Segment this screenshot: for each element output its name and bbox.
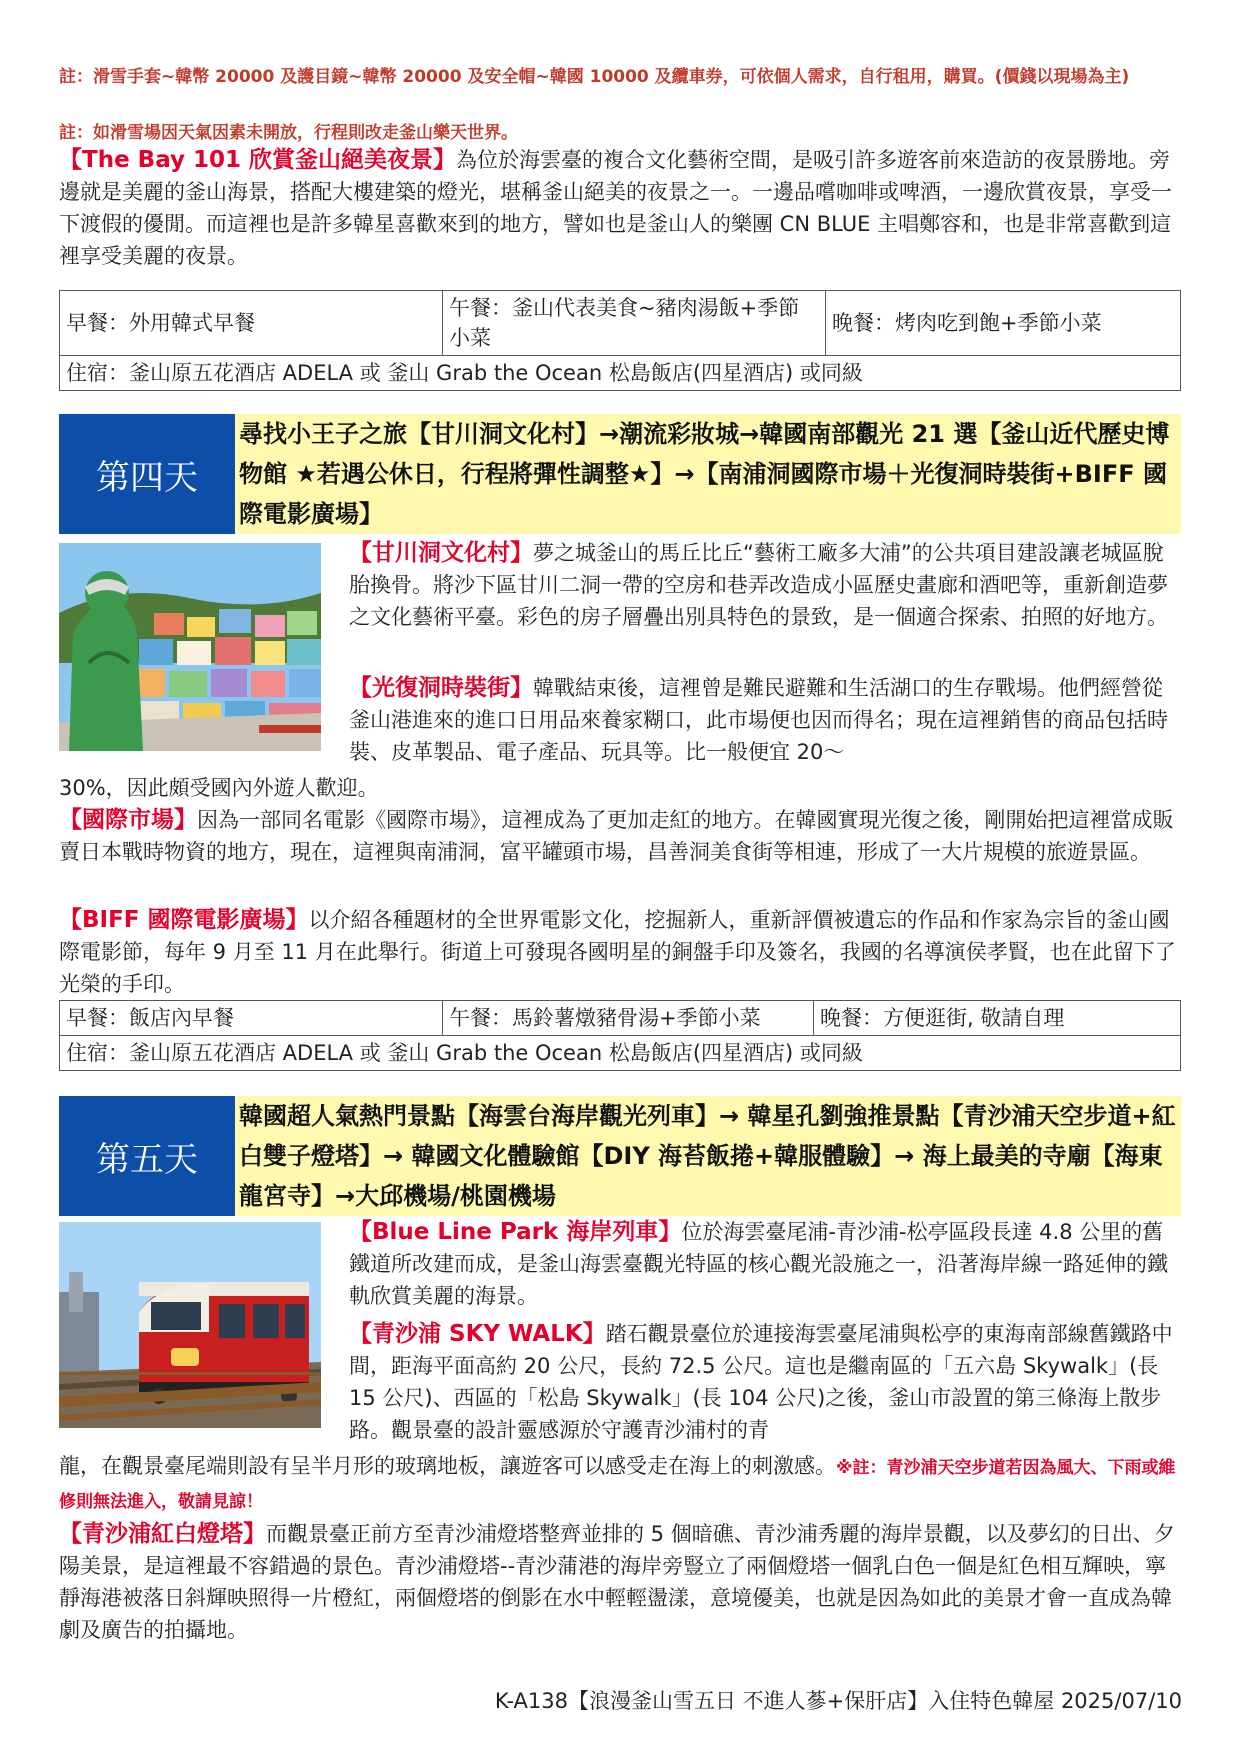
blueline-text: 位於海雲臺尾浦-青沙浦-松亭區段長達 4.8 公里的舊鐵道所改建而成，是釜山海雲臺觀光特區的核心觀光設施之一，沿著海岸線一路延伸的鐵軌欣賞美麗的海景。 [349, 1220, 1168, 1308]
day3-breakfast: 早餐：外用韓式早餐 [60, 291, 443, 356]
gamcheon-photo [59, 543, 321, 751]
biff-paragraph [59, 904, 1179, 1000]
blueline-title: 【Blue Line Park 海岸列車】 [349, 1219, 682, 1245]
train-photo [59, 1222, 321, 1428]
gwangbok-paragraph [349, 672, 1179, 768]
market-text: 因為一部同名電影《國際市場》，這裡成為了更加走紅的地方。在韓國實現光復之後，剛開始把這裡當成販賣日本戰時物資的地方，現在，這裡與南浦洞，富平罐頭市場，昌善洞美食街等相連，形成了一大片規模的旅遊景區。 [59, 808, 1174, 864]
lighthouse-text: 而觀景臺正前方至青沙浦燈塔整齊並排的 5 個暗礁、青沙浦秀麗的海岸景觀，以及夢幻的日出、夕陽美景，是這裡最不容錯過的景色。青沙浦燈塔--青沙蒲港的海岸旁豎立了兩個燈塔一個乳白色一個是紅色相互輝映，寧靜海港被落日斜輝映照得一片橙紅，兩個燈塔的倒影在水中輕輕盪漾，意境優美，也就是因為如此的美景才會一直成為韓劇及廣告的拍攝地。 [59, 1522, 1175, 1642]
lighthouse-title: 【青沙浦紅白燈塔】 [59, 1521, 266, 1547]
gwangbok-title: 【光復洞時裝街】 [349, 675, 533, 701]
rental-note: 註：滑雪手套~韓幣 20000 及護目鏡~韓幣 20000 及安全帽~韓國 10000 及纜車券，可依個人需求，自行租用，購買。(價錢以現場為主) [59, 67, 1130, 87]
day4-dinner: 晚餐：方便逛街, 敬請自理 [814, 1001, 1181, 1036]
bay101-paragraph [59, 144, 1179, 272]
biff-title: 【BIFF 國際電影廣場】 [59, 907, 309, 933]
page-footer: K-A138【浪漫釜山雪五日 不進人蔘+保肝店】入住特色韓屋 2025/07/10 [494, 1689, 1182, 1713]
day4-breakfast: 早餐：飯店內早餐 [60, 1001, 443, 1036]
blueline-paragraph [349, 1216, 1179, 1312]
gwangbok-continued: 30%，因此頗受國內外遊人歡迎。 [59, 776, 379, 800]
day4-hotel: 住宿：釜山原五花酒店 ADELA 或 釜山 Grab the Ocean 松島飯店(四星酒店) 或同級 [60, 1036, 1181, 1071]
day4-meal-table [59, 1000, 1181, 1071]
skywalk-paragraph [349, 1318, 1179, 1446]
bay101-title: 【The Bay 101 欣賞釜山絕美夜景】 [59, 147, 457, 173]
weather-note: 註：如滑雪場因天氣因素未開放，行程則改走釜山樂天世界。 [59, 123, 518, 143]
day3-meal-table [59, 290, 1181, 391]
day3-dinner: 晚餐：烤肉吃到飽+季節小菜 [826, 291, 1181, 356]
skywalk-note: ※註：青沙浦天空步道若因為風大、下雨或維修則無法進入，敬請見諒！ [59, 1458, 1176, 1512]
lighthouse-paragraph [59, 1518, 1179, 1646]
day4-badge: 第四天 [59, 414, 235, 534]
gamcheon-paragraph [349, 537, 1179, 633]
train-illustration [59, 1222, 321, 1428]
bay101-text: 為位於海雲臺的複合文化藝術空間，是吸引許多遊客前來造訪的夜景勝地。旁邊就是美麗的釜山海景，搭配大樓建築的燈光，堪稱釜山絕美的夜景之一。一邊品嚐咖啡或啤酒，一邊欣賞夜景，享受一下渡假的優閒。而這裡也是許多韓星喜歡來到的地方，譬如也是釜山人的樂團 CN BLUE 主唱鄭容和，也是非常喜歡到這裡享受美麗的夜景。 [59, 148, 1172, 268]
skywalk-cont-text: 龍，在觀景臺尾端則設有呈半月形的玻璃地板，讓遊客可以感受走在海上的刺激感。 [59, 1454, 836, 1478]
gamcheon-illustration [59, 543, 321, 751]
skywalk-text: 踏石觀景臺位於連接海雲臺尾浦與松亭的東海南部線舊鐵路中間，距海平面高約 20 公尺，長約 72.5 公尺。這也是繼南區的「五六島 Skywalk」(長 15 公尺)、西區的「松島 Skywalk」(長 104 公尺)之後，釜山市設置的第三條海上散步路。觀景臺的設計靈感源於守護青沙浦村的青 [349, 1322, 1173, 1442]
day5-badge: 第五天 [59, 1096, 235, 1216]
day3-hotel: 住宿：釜山原五花酒店 ADELA 或 釜山 Grab the Ocean 松島飯店(四星酒店) 或同級 [60, 356, 1181, 391]
day5-title: 韓國超人氣熱門景點【海雲台海岸觀光列車】→ 韓星孔劉強推景點【青沙浦天空步道+紅白雙子燈塔】→ 韓國文化體驗館【DIY 海苔飯捲+韓服體驗】→ 海上最美的寺廟【海東龍宮寺】→大邱機場/桃園機場 [235, 1096, 1181, 1216]
day3-lunch: 午餐：釜山代表美食~豬肉湯飯+季節小菜 [443, 291, 826, 356]
gamcheon-text: 夢之城釜山的馬丘比丘“藝術工廠多大浦”的公共項目建設讓老城區脫胎換骨。將沙下區甘川二洞一帶的空房和巷弄改造成小區歷史畫廊和酒吧等，重新創造夢之文化藝術平臺。彩色的房子層疊出別具特色的景致，是一個適合探索、拍照的好地方。 [349, 541, 1168, 629]
day4-lunch: 午餐：馬鈴薯燉豬骨湯+季節小菜 [443, 1001, 814, 1036]
biff-text: 以介紹各種題材的全世界電影文化，挖掘新人，重新評價被遺忘的作品和作家為宗旨的釜山國際電影節，每年 9 月至 11 月在此舉行。街道上可發現各國明星的銅盤手印及簽名，我國的名導演侯孝賢，也在此留下了光榮的手印。 [59, 908, 1176, 996]
gamcheon-title: 【甘川洞文化村】 [349, 540, 533, 566]
skywalk-title: 【青沙浦 SKY WALK】 [349, 1321, 606, 1347]
day4-title: 尋找小王子之旅【甘川洞文化村】→潮流彩妝城→韓國南部觀光 21 選【釜山近代歷史博物館 ★若遇公休日，行程將彈性調整★】→【南浦洞國際市場＋光復洞時裝街+BIFF 國際電影廣場】 [235, 414, 1181, 534]
market-paragraph [59, 804, 1179, 868]
skywalk-continued [59, 1450, 1179, 1518]
gwangbok-text: 韓戰結束後，這裡曾是難民避難和生活湖口的生存戰場。他們經營從釜山港進來的進口日用品來養家糊口，此市場便也因而得名；現在這裡銷售的商品包括時裝、皮革製品、電子產品、玩具等。比一般便宜 20～ [349, 676, 1168, 764]
market-title: 【國際市場】 [59, 807, 197, 833]
